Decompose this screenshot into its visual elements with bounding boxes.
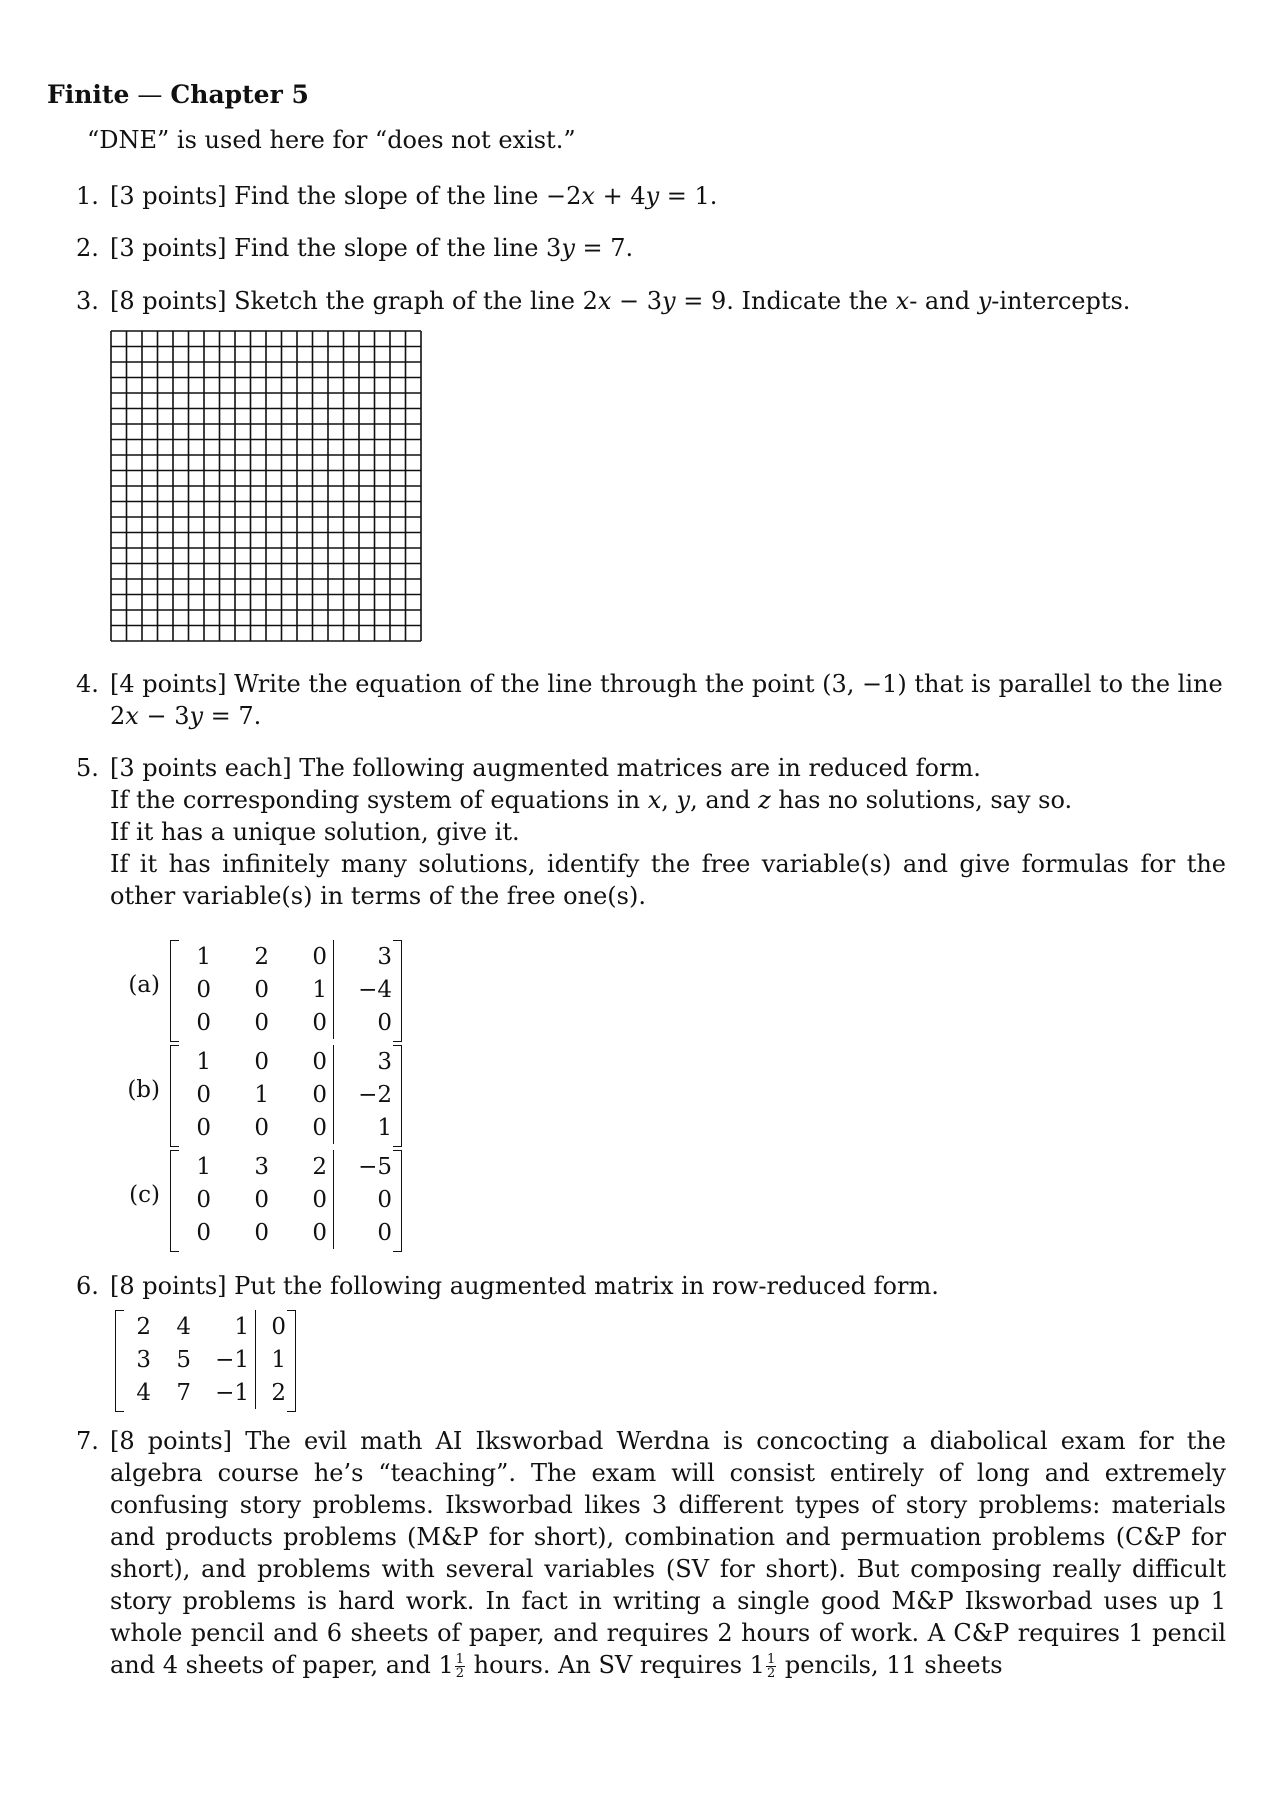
text-segment: -intercepts. [991,287,1131,315]
matrix-row [176,1183,394,1216]
matrix-entry: 3 [334,940,395,973]
matrix-entry: 0 [254,1186,269,1213]
matrix-entry: 0 [312,1219,327,1246]
problem-number: 1. [76,182,99,210]
matrix-entry: 0 [312,1048,327,1075]
problem-text [110,232,1226,264]
matrix-row [176,1045,394,1078]
matrix-entry: 1 [196,1153,211,1180]
matrix-row [121,1343,288,1376]
matrix-entry: 3 [334,1045,395,1078]
math-variable: y [189,702,204,730]
graph-paper-grid[interactable] [110,330,422,642]
problem-number: 3. [76,287,99,315]
text-segment: + 4 [594,182,646,210]
matrix-entry: 5 [176,1346,191,1373]
matrix-table [176,1150,394,1249]
matrix-entry: 1 [196,1048,211,1075]
matrix-entry: −1 [215,1379,249,1406]
matrix-entry: 0 [196,1009,211,1036]
math-variable: x [895,287,910,315]
problem-text [110,285,1226,317]
math-variable: y [676,786,691,814]
matrix-entry: 1 [334,1111,395,1144]
matrix-entry: 2 [136,1313,151,1340]
page-title [47,80,309,109]
matrix-entry: −4 [334,973,395,1006]
matrix-row [176,940,394,973]
math-variable: x [581,182,595,210]
math-variable: x [597,287,612,315]
matrix-entry: 3 [136,1346,151,1373]
problem-number: 6. [76,1272,99,1300]
subject-label: Finite [47,80,130,109]
text-segment: − 3 [611,287,663,315]
text-segment: pencils, 11 sheets [777,1651,1003,1679]
matrix-entry: 0 [312,1186,327,1213]
text-segment: = 7. [203,702,262,730]
matrix-row [176,1006,394,1039]
problem-text [110,668,1226,732]
text-segment: , [661,786,677,814]
math-variable: x [125,702,139,730]
matrix-entry: 4 [176,1313,191,1340]
matrix-entry: −1 [215,1346,249,1373]
matrix-table [176,1045,394,1144]
matrix-row [176,1078,394,1111]
fraction-denominator: 2 [766,1666,776,1681]
matrix-entry: 0 [254,976,269,1003]
matrix-entry: 0 [254,1048,269,1075]
matrix-row [176,1111,394,1144]
matrix-label: (b) [127,1077,160,1103]
problem-6 [76,1270,1226,1302]
math-variable: y [645,182,660,210]
matrix-entry: 1 [256,1343,289,1376]
right-bracket [393,1150,402,1252]
fraction-one-half [455,1653,465,1680]
text-line: [3 points each] The following augmented matrices are in reduced form. [110,754,981,782]
chapter-label: Chapter 5 [170,80,309,109]
matrix-entry: −2 [334,1078,395,1111]
problem-text [110,1425,1226,1681]
problem-number: 2. [76,234,99,262]
math-variable: y [977,287,992,315]
text-line: If it has infinitely many solutions, identify the free variable(s) and give formulas for the other variable(s) in terms of the free one(s). [110,850,1226,910]
matrix-entry: 7 [176,1379,191,1406]
fraction-numerator: 1 [766,1652,776,1667]
text-segment: − 3 [138,702,190,730]
matrix-row [121,1310,288,1343]
text-segment: = 9. Indicate the [675,287,896,315]
matrix-entry: 0 [196,976,211,1003]
problem-number: 7. [76,1427,99,1455]
problem-7 [76,1425,1226,1681]
matrix-entry: 1 [254,1081,269,1108]
title-dash: — [137,80,163,109]
problem-text: [8 points] Put the following augmented matrix in row-reduced form. [110,1272,939,1300]
text-segment: - and [909,287,978,315]
math-variable: y [662,287,676,315]
text-segment: , and [690,786,759,814]
matrix-table [121,1310,288,1409]
fraction-numerator: 1 [455,1652,465,1667]
matrix-entry: 0 [334,1183,395,1216]
text-segment: [3 points] Find the slope of the line −2 [110,182,582,210]
matrix-entry: 3 [254,1153,269,1180]
matrix-row [176,1150,394,1183]
matrix-entry: 0 [312,1114,327,1141]
problem-3 [76,285,1226,317]
matrix-row [176,1216,394,1249]
matrix-a [110,940,400,1040]
text-segment: = 1. [659,182,718,210]
matrix-entry: 1 [312,976,327,1003]
text-line [110,700,1226,732]
matrix-entry: 0 [196,1219,211,1246]
matrix-entry: 0 [254,1009,269,1036]
text-segment: If the corresponding system of equations in [110,786,648,814]
matrix-entry: 0 [196,1114,211,1141]
text-line: If it has a unique solution, give it. [110,818,520,846]
matrix-row [176,973,394,1006]
matrix-entry: −5 [334,1150,395,1183]
problem-2 [76,232,1226,264]
right-bracket [393,1045,402,1147]
text-line: [4 points] Write the equation of the line through the point (3, −1) that is parallel to the line [110,670,1223,698]
text-segment: [8 points] Sketch the graph of the line 2 [110,287,598,315]
matrix-entry: 0 [196,1081,211,1108]
math-variable: z [758,786,771,814]
text-segment: 2 [110,702,126,730]
problem-number: 4. [76,670,99,698]
matrix-entry: 2 [254,943,269,970]
right-bracket [393,940,402,1042]
matrix-entry: 0 [334,1216,395,1249]
text-line [110,784,1226,816]
matrix-entry: 0 [312,1009,327,1036]
matrix-label: (c) [129,1182,160,1208]
problem-text [110,180,1226,212]
math-variable: x [647,786,662,814]
matrix-entry: 0 [254,1114,269,1141]
matrix-entry: 0 [196,1186,211,1213]
matrix-entry: 2 [312,1153,327,1180]
fraction-one-half [766,1653,776,1680]
matrix-entry: 0 [334,1006,395,1039]
text-segment: has no solutions, say so. [770,786,1073,814]
matrix-row [121,1376,288,1409]
matrix-entry: 1 [234,1313,249,1340]
matrix-entry: 0 [312,1081,327,1108]
problem-4 [76,668,1226,732]
matrix-entry: 0 [254,1219,269,1246]
text-segment: hours. An SV requires 1 [466,1651,765,1679]
problem-1 [76,180,1226,212]
matrix-entry: 0 [256,1310,289,1343]
matrix-entry: 1 [196,943,211,970]
text-segment: [3 points] Find the slope of the line 3 [110,234,562,262]
fraction-denominator: 2 [455,1666,465,1681]
matrix-entry: 4 [136,1379,151,1406]
text-segment: = 7. [574,234,634,262]
problem-5 [76,752,1226,912]
problem-text [110,752,1226,912]
right-bracket [287,1310,296,1412]
matrix-entry: 0 [312,943,327,970]
matrix-c [110,1150,400,1250]
matrix-table [176,940,394,1039]
matrix-b [110,1045,400,1145]
matrix-row-reduce [60,1310,300,1410]
text-segment: [8 points] The evil math AI Ikswοrbad Werdna is concocting a diabolical exam for the algebra course he’s “teaching”. The exam will consist entirely of long and extremely confusing story problems. Ikswοrbad likes 3 different types of story problems: materials and products problems (M&P for short), combination and permuation problems (C&P for short), and problems with several variables (SV for short). But composing really difficult story problems is hard work. In fact in writing a single good M&P Ikswοrbad uses up 1 whole pencil and 6 sheets of paper, and requires 2 hours of work. A C&P requires 1 pencil and 4 sheets of paper, and 1 [110,1427,1226,1679]
math-variable: y [561,234,575,262]
problem-number: 5. [76,754,99,782]
matrix-entry: 2 [256,1376,289,1409]
matrix-label: (a) [128,972,160,998]
dne-note: “DNE” is used here for “does not exist.” [87,126,576,154]
